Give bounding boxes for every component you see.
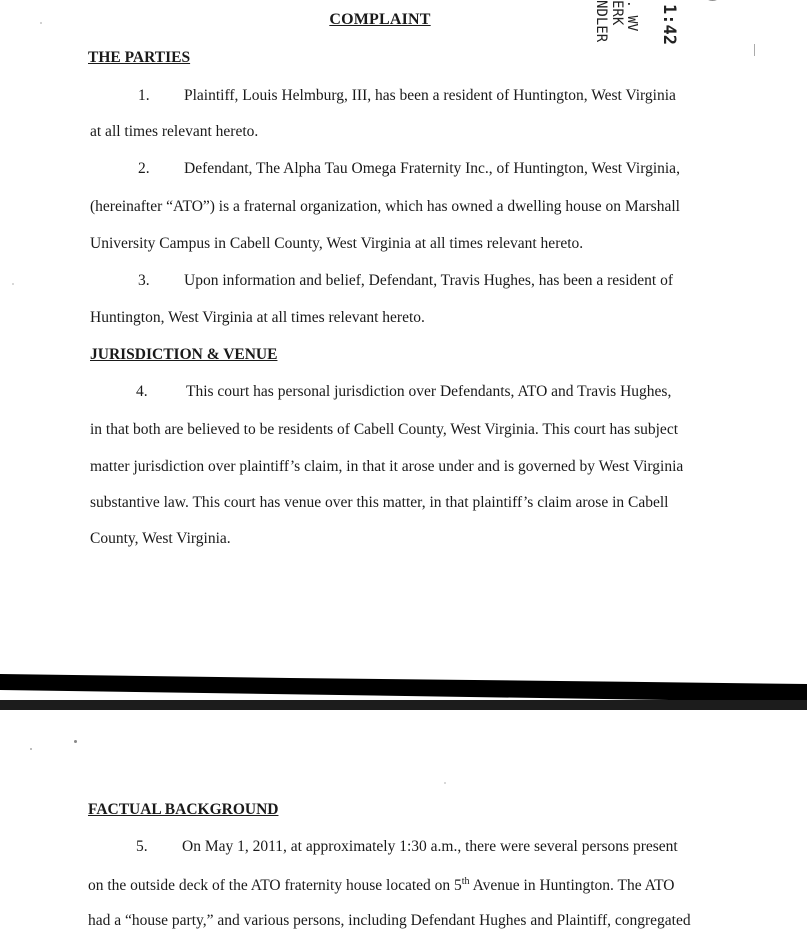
section-heading-facts: FACTUAL BACKGROUND	[88, 801, 279, 818]
paragraph-text-part: Avenue in Huntington. The ATO	[469, 877, 675, 895]
section-heading-parties: THE PARTIES	[88, 49, 191, 66]
section-heading-jurisdiction: JURISDICTION & VENUE	[90, 346, 278, 363]
scan-speck	[12, 283, 14, 285]
stamp-text-1: NDLER	[593, 0, 609, 43]
paragraph-4-line-2: in that both are believed to be residents of Cabell County, West Virginia. This court has subject	[90, 421, 679, 438]
scan-speck	[74, 740, 77, 743]
paragraph-5-line-3: had a “house party,” and various persons, including Defendant Hughes and Plaintiff, congregated	[88, 912, 691, 929]
paragraph-5-line-2	[88, 876, 675, 895]
paragraph-text: On May 1, 2011, at approximately 1:30 a.m., there were several persons present	[182, 838, 678, 855]
paragraph-2-line-3: University Campus in Cabell County, West Virginia at all times relevant hereto.	[90, 235, 584, 252]
paragraph-number: 5.	[136, 838, 148, 855]
paragraph-5-line-1	[88, 838, 678, 856]
paragraph-text: Upon information and belief, Defendant, Travis Hughes, has been a resident of	[184, 272, 673, 289]
stamp-letter	[698, 0, 724, 2]
page-break-redaction-bar	[0, 672, 807, 712]
paragraph-number: 4.	[136, 383, 148, 400]
document-page-2	[0, 710, 807, 951]
scan-speck	[30, 748, 32, 750]
paragraph-text: Plaintiff, Louis Helmburg, III, has been a resident of Huntington, West Virginia	[184, 87, 676, 104]
stamp-text-2: ERK	[609, 0, 625, 26]
paragraph-number: 2.	[138, 160, 150, 177]
paragraph-2-line-1	[90, 160, 680, 178]
paragraph-4-line-1	[90, 383, 671, 401]
scan-speck	[444, 782, 446, 784]
paragraph-text: This court has personal jurisdiction over Defendants, ATO and Travis Hughes,	[186, 383, 672, 400]
stamp-time: 1:42	[659, 4, 679, 45]
paragraph-1-line-2: at all times relevant hereto.	[90, 123, 259, 140]
paragraph-4-line-4: substantive law. This court has venue over this matter, in that plaintiff’s claim arose in Cabell	[90, 494, 669, 511]
paragraph-2-line-2: (hereinafter “ATO”) is a fraternal organization, which has owned a dwelling house on Marshall	[90, 198, 680, 215]
document-title: COMPLAINT	[329, 11, 431, 28]
paragraph-3-line-2: Huntington, West Virginia at all times relevant hereto.	[90, 309, 425, 326]
paragraph-number: 3.	[138, 272, 150, 289]
paragraph-text: Defendant, The Alpha Tau Omega Fraternity Inc., of Huntington, West Virginia,	[184, 160, 680, 177]
filing-stamp	[592, 0, 722, 60]
paragraph-number: 1.	[138, 87, 150, 104]
stamp-text-3: . WV	[624, 0, 639, 32]
paragraph-3-line-1	[90, 272, 673, 290]
paragraph-4-line-3: matter jurisdiction over plaintiff’s claim, in that it arose under and is governed by West Virginia	[90, 458, 684, 475]
scan-mark	[754, 44, 755, 56]
superscript-ordinal: th	[461, 876, 470, 887]
paragraph-text-part: on the outside deck of the ATO fraternity house located on 5	[88, 877, 462, 895]
paragraph-4-line-5: County, West Virginia.	[90, 530, 231, 547]
paragraph-1-line-1	[90, 87, 676, 105]
